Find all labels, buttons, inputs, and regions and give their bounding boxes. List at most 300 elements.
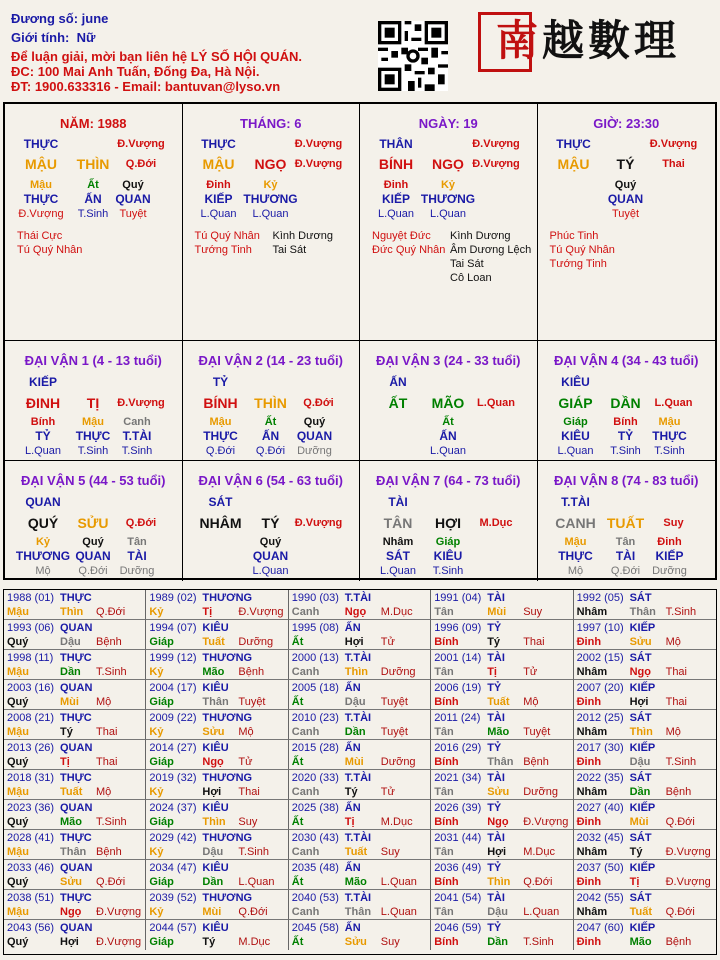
annual-year: 2001 (14) [434, 652, 482, 664]
annual-status: Dưỡng [380, 666, 416, 678]
dai-van-branch: DẦN [610, 395, 641, 411]
annual-branch: Tị [487, 666, 497, 678]
dai-van-title: ĐẠI VẬN 8 (74 - 83 tuổi) [554, 473, 699, 488]
annual-year: 1995 (08) [291, 622, 339, 634]
address-line: ĐC: 100 Mai Anh Tuấn, Đống Đa, Hà Nội. [11, 64, 260, 79]
annual-stem: Giáp [149, 876, 174, 888]
annual-stem: Bính [434, 876, 459, 888]
annual-stem: Tân [434, 786, 454, 798]
hidden-stem: Kỷ [263, 179, 278, 191]
annual-branch: Tý [629, 846, 643, 858]
annual-branch: Sửu [344, 936, 367, 948]
hidden-stem: Quý [614, 179, 637, 191]
annual-branch: Ngọ [344, 606, 367, 618]
annual-cell [431, 920, 573, 950]
annual-cell [289, 650, 431, 680]
hidden-stem: Mậu [564, 536, 587, 548]
annual-god: QUAN [60, 622, 93, 634]
dai-van-god: KIẾP [28, 375, 58, 389]
annual-branch: Thân [60, 846, 87, 858]
annual-cell [4, 830, 146, 860]
annual-status: T.Sinh [665, 606, 697, 618]
annual-branch: Tị [629, 876, 640, 888]
annual-year: 2018 (31) [7, 772, 55, 784]
annual-branch: Mùi [487, 606, 507, 618]
annual-stem: Giáp [149, 756, 174, 768]
annual-branch: Mão [60, 816, 82, 828]
annual-status: Q.Đới [96, 876, 126, 888]
annual-stem: Canh [291, 786, 320, 798]
annual-year: 1998 (11) [7, 652, 54, 664]
annual-year: 2034 (47) [149, 862, 197, 874]
hidden-god: ẤN [439, 429, 457, 443]
annual-stem: Mậu [7, 606, 29, 618]
annual-stem: Nhâm [576, 906, 608, 918]
hidden-status: L.Quan [377, 208, 415, 220]
pillar-branch: TÝ [616, 156, 635, 172]
annual-god: QUAN [60, 802, 93, 814]
qr-code-icon [378, 21, 448, 91]
annual-god: THỰC [60, 652, 92, 664]
hidden-stem: Đinh [383, 179, 409, 191]
annual-cell [431, 650, 573, 680]
hidden-god: TỶ [35, 429, 51, 443]
annual-status: M.Dục [523, 846, 555, 858]
hidden-god: TÀI [127, 549, 147, 563]
hidden-god: THỰC [558, 549, 593, 563]
annual-god: T.TÀI [344, 592, 372, 604]
brand-char-2: 越 [542, 16, 589, 65]
dai-van-branch: MÃO [431, 395, 465, 411]
gender-label: Giới tính: [11, 30, 70, 45]
hidden-god: KIÊU [561, 429, 590, 443]
hidden-status: L.Quan [379, 565, 417, 577]
star-right: Kình Dương [272, 230, 333, 242]
annual-year: 2009 (22) [149, 712, 197, 724]
annual-branch: Thân [202, 696, 229, 708]
dai-van-branch: TUẤT [606, 515, 645, 531]
annual-cell [146, 650, 288, 680]
pillar-top-god: THỰC [23, 137, 59, 151]
annual-cell [289, 710, 431, 740]
annual-year: 2046 (59) [434, 922, 482, 934]
annual-status: Đ.Vượng [523, 816, 569, 828]
annual-god: THỰC [60, 592, 92, 604]
annual-status: Thai [96, 726, 118, 738]
annual-status: Tuyệt [380, 726, 408, 738]
annual-status: T.Sinh [96, 816, 127, 828]
hidden-status: Q.Đới [205, 445, 236, 457]
annual-god: ẤN [344, 922, 361, 934]
annual-stem: Ất [291, 696, 304, 708]
annual-god: ẤN [344, 622, 361, 634]
annual-stem: Nhâm [576, 606, 608, 618]
annual-god: THƯƠNG [202, 892, 253, 904]
annual-cell [146, 830, 288, 860]
annual-year: 2038 (51) [7, 892, 55, 904]
hidden-status: T.Sinh [77, 208, 109, 220]
annual-status: Q.Đới [96, 606, 126, 618]
annual-stem: Canh [291, 606, 320, 618]
annual-status: Bệnh [665, 786, 692, 798]
hidden-status: Q.Đới [78, 565, 108, 577]
hidden-god: QUAN [296, 429, 333, 443]
annual-status: Dưỡng [380, 756, 416, 768]
annual-status: M.Dục [238, 936, 271, 948]
annual-god: TỶ [487, 622, 502, 634]
annual-branch: Dần [344, 726, 366, 738]
annual-year: 2006 (19) [434, 682, 482, 694]
annual-year: 1999 (12) [149, 652, 197, 664]
hidden-status: Q.Đới [610, 565, 641, 577]
hidden-stem: Giáp [435, 536, 461, 548]
annual-god: TÀI [487, 832, 505, 844]
annual-stem: Bính [434, 816, 459, 828]
dai-van-branch: THÌN [254, 395, 287, 411]
annual-year: 2040 (53) [291, 892, 339, 904]
dai-van-title: ĐẠI VẬN 6 (54 - 63 tuổi) [198, 473, 343, 488]
annual-branch: Hợi [629, 696, 649, 708]
annual-year: 2014 (27) [149, 742, 197, 754]
pillar-title: NĂM: 1988 [60, 116, 127, 131]
annual-god: ẤN [344, 802, 361, 814]
annual-status: T.Sinh [665, 756, 697, 768]
dai-van-branch: SỬU [77, 515, 109, 531]
annual-cell [4, 620, 146, 650]
annual-cell [4, 650, 146, 680]
annual-status: Thai [665, 666, 687, 678]
annual-stem: Quý [7, 936, 29, 948]
annual-year: 2027 (40) [576, 802, 624, 814]
annual-branch: Thìn [629, 726, 653, 738]
dai-van-status: Suy [663, 517, 684, 529]
annual-stem: Canh [291, 666, 320, 678]
hidden-stem: Quý [259, 536, 282, 548]
hidden-god: TÀI [615, 549, 636, 563]
annual-year: 2028 (41) [7, 832, 55, 844]
star-left: Thái Cực [17, 230, 63, 242]
hidden-stem: Mậu [30, 179, 52, 191]
dai-van-stem: ĐINH [25, 395, 61, 411]
annual-cell [146, 890, 288, 920]
annual-year: 2000 (13) [291, 652, 339, 664]
annual-branch: Dậu [629, 756, 651, 768]
hidden-status: L.Quan [429, 445, 467, 457]
annual-god: SÁT [629, 892, 652, 904]
annual-year: 2041 (54) [434, 892, 482, 904]
annual-year: 2024 (37) [149, 802, 197, 814]
annual-year: 1990 (03) [291, 592, 339, 604]
annual-year: 1988 (01) [7, 592, 55, 604]
hidden-stem: Bính [613, 416, 638, 428]
star-right: Tai Sát [450, 258, 484, 270]
star-right: Tai Sát [272, 244, 307, 256]
dai-van-stem: ẤT [388, 395, 408, 411]
annual-status: Bệnh [96, 636, 122, 648]
hidden-status: Dưỡng [297, 445, 332, 457]
annual-branch: Tị [202, 606, 213, 618]
hidden-status: L.Quan [200, 208, 237, 220]
annual-god: TÀI [487, 772, 505, 784]
annual-branch: Ngọ [487, 816, 509, 828]
annual-status: Q.Đới [665, 816, 695, 828]
annual-branch: Thìn [60, 606, 84, 618]
annual-status: T.Sinh [523, 936, 554, 948]
annual-year: 2044 (57) [149, 922, 197, 934]
hidden-stem: Ất [87, 179, 99, 191]
annual-branch: Mùi [344, 756, 364, 768]
annual-cell [574, 860, 716, 890]
annual-stem: Kỷ [149, 906, 164, 918]
pillar-top-status: Đ.Vượng [117, 138, 165, 150]
annual-god: QUAN [60, 682, 93, 694]
annual-year: 1994 (07) [149, 622, 197, 634]
star-left: Phúc Tinh [549, 230, 599, 242]
hidden-status: Mộ [35, 565, 51, 577]
annual-branch: Tuất [344, 846, 368, 858]
annual-status: Đ.Vượng [96, 906, 142, 918]
annual-branch: Tị [344, 816, 355, 828]
annual-cell [574, 890, 716, 920]
annual-branch: Tị [60, 756, 70, 768]
annual-cell [146, 740, 288, 770]
annual-status: Q.Đới [523, 876, 553, 888]
annual-stem: Mậu [7, 906, 29, 918]
annual-god: THƯƠNG [202, 592, 253, 604]
hidden-stem: Mậu [209, 416, 232, 428]
annual-status: Mộ [665, 636, 681, 648]
annual-year: 2023 (36) [7, 802, 55, 814]
hidden-stem: Đinh [657, 536, 682, 548]
pillar-cell [360, 104, 538, 341]
annual-cell [574, 590, 716, 620]
annual-god: TỶ [487, 682, 502, 694]
annual-stem: Mậu [7, 846, 29, 858]
hidden-stem: Đinh [206, 179, 231, 191]
annual-stem: Nhâm [576, 666, 608, 678]
pillar-branch: NGỌ [254, 156, 287, 172]
annual-status: Suy [380, 846, 400, 858]
brand-title [496, 8, 680, 68]
annual-status: Tuyệt [238, 696, 266, 708]
annual-god: T.TÀI [344, 832, 372, 844]
annual-status: Mộ [96, 786, 112, 798]
annual-god: T.TÀI [344, 712, 372, 724]
star-right: Âm Dương Lệch [450, 244, 532, 256]
annual-god: TÀI [487, 892, 505, 904]
annual-stem: Bính [434, 696, 459, 708]
annual-god: KIẾP [629, 862, 656, 874]
star-right: Kình Dương [450, 230, 511, 242]
annual-branch: Dậu [344, 696, 366, 708]
hidden-stem: Nhâm [382, 536, 414, 548]
phone-email-line: ĐT: 1900.633316 - Email: bantuvan@lyso.vn [11, 79, 281, 94]
annual-status: Bệnh [238, 666, 265, 678]
annual-god: T.TÀI [344, 652, 372, 664]
dai-van-title: ĐẠI VẬN 1 (4 - 13 tuổi) [24, 353, 162, 368]
annual-branch: Sửu [60, 876, 83, 888]
hidden-status: L.Quan [557, 445, 594, 457]
annual-year: 1996 (09) [434, 622, 482, 634]
annual-year: 2010 (23) [291, 712, 339, 724]
annual-year: 2016 (29) [434, 742, 482, 754]
annual-year: 2011 (24) [434, 712, 481, 724]
annual-branch: Tý [202, 936, 216, 948]
annual-stem: Nhâm [576, 786, 608, 798]
annual-god: TỶ [487, 802, 502, 814]
dai-van-title: ĐẠI VẬN 4 (34 - 43 tuổi) [554, 353, 699, 368]
annual-cell [289, 920, 431, 950]
annual-cell [431, 740, 573, 770]
annual-branch: Sửu [629, 636, 652, 648]
pillar-stem: MẬU [25, 156, 57, 172]
annual-god: KIẾP [629, 742, 656, 754]
annual-year: 2036 (49) [434, 862, 482, 874]
annual-cell [431, 680, 573, 710]
annual-cell [4, 860, 146, 890]
annual-stem: Kỷ [149, 846, 164, 858]
annual-stem: Mậu [7, 666, 29, 678]
hidden-stem: Canh [123, 416, 151, 428]
annual-stem: Quý [7, 816, 29, 828]
hidden-stem: Bính [30, 416, 56, 428]
annual-god: ẤN [344, 742, 361, 754]
annual-stem: Bính [434, 936, 459, 948]
hidden-status: Đ.Vượng [18, 208, 64, 220]
annual-status: Thai [96, 756, 118, 768]
annual-status: Thai [523, 636, 545, 648]
hidden-stem: Giáp [563, 416, 588, 428]
annual-stem: Canh [291, 846, 320, 858]
annual-god: KIẾP [629, 922, 656, 934]
dai-van-cell [5, 341, 183, 461]
pillar-title: NGÀY: 19 [418, 116, 478, 131]
dai-van-title: ĐẠI VẬN 3 (24 - 33 tuổi) [376, 353, 521, 368]
star-left: Tú Quý Nhân [17, 244, 83, 256]
annual-cell [431, 590, 573, 620]
dai-van-title: ĐẠI VẬN 2 (14 - 23 tuổi) [198, 353, 343, 368]
gender [11, 30, 95, 45]
annual-branch: Mùi [60, 696, 79, 708]
pillar-top-god: THỰC [201, 137, 236, 151]
annual-stem: Nhâm [576, 846, 608, 858]
dai-van-cell [538, 461, 716, 581]
hidden-stem: Ất [264, 416, 277, 428]
annual-cell [574, 620, 716, 650]
annual-cell [289, 860, 431, 890]
hidden-god: SÁT [386, 549, 410, 563]
pillar-branch: NGỌ [432, 156, 464, 172]
annual-branch: Dậu [60, 636, 81, 648]
annual-branch: Mão [487, 726, 510, 738]
annual-cell [574, 800, 716, 830]
hidden-status: Tuyệt [611, 208, 640, 220]
annual-year: 1992 (05) [576, 592, 624, 604]
annual-status: Đ.Vượng [665, 876, 711, 888]
annual-status: Tuyệt [523, 726, 551, 738]
annual-branch: Thìn [344, 666, 369, 678]
annual-god: KIÊU [202, 682, 229, 694]
annual-stem: Tân [434, 606, 454, 618]
annual-luck-table [3, 589, 717, 955]
annual-stem: Quý [7, 636, 29, 648]
dai-van-cell [183, 341, 361, 461]
pillar-cell [5, 104, 183, 341]
annual-year: 2012 (25) [576, 712, 624, 724]
pillar-branch-status: Q.Đới [125, 158, 157, 170]
annual-stem: Ất [291, 876, 304, 888]
annual-stem: Canh [291, 906, 320, 918]
annual-status: Suy [238, 816, 258, 828]
pillar-stem: MẬU [557, 156, 590, 172]
annual-stem: Kỷ [149, 726, 164, 738]
hidden-status: T.Sinh [432, 565, 464, 577]
hidden-status: T.Sinh [77, 445, 109, 457]
hidden-status: L.Quan [24, 445, 62, 457]
dai-van-stem: NHÂM [199, 515, 242, 531]
annual-branch: Tuất [487, 696, 510, 708]
dai-van-status: M.Dục [479, 517, 513, 529]
annual-branch: Ngọ [629, 666, 651, 678]
annual-year: 2039 (52) [149, 892, 197, 904]
dai-van-status: Q.Đới [303, 397, 334, 409]
annual-cell [4, 710, 146, 740]
dai-van-status: L.Quan [654, 397, 693, 409]
annual-status: Mộ [238, 726, 254, 738]
annual-god: THƯƠNG [202, 652, 253, 664]
annual-cell [574, 680, 716, 710]
hidden-status: L.Quan [429, 208, 467, 220]
annual-year: 2013 (26) [7, 742, 55, 754]
dai-van-cell [5, 461, 183, 581]
annual-stem: Tân [434, 906, 454, 918]
annual-status: L.Quan [523, 906, 560, 918]
annual-branch: Hợi [202, 786, 222, 798]
annual-cell [574, 710, 716, 740]
annual-status: Dưỡng [238, 636, 274, 648]
annual-cell [146, 620, 288, 650]
dai-van-cell [183, 461, 361, 581]
star-left: Đức Quý Nhân [372, 244, 446, 256]
pillar-stem: MẬU [202, 156, 235, 172]
dai-van-branch: TÝ [261, 515, 280, 531]
hidden-status: Dưỡng [652, 565, 687, 577]
hidden-god: QUAN [115, 192, 151, 206]
annual-year: 2002 (15) [576, 652, 624, 664]
dai-van-stem: QUÝ [27, 515, 59, 531]
annual-god: TỶ [487, 862, 502, 874]
annual-branch: Tuất [629, 906, 652, 918]
hidden-god: ẤN [261, 429, 280, 443]
pillar-branch-status: Đ.Vượng [472, 158, 520, 170]
annual-god: QUAN [60, 922, 93, 934]
annual-branch: Tý [344, 786, 358, 798]
hidden-god: THỰC [203, 429, 238, 443]
annual-cell [146, 920, 288, 950]
annual-branch: Mão [202, 666, 225, 678]
owner-name: Đương số: june [11, 11, 109, 26]
annual-status: T.Sinh [238, 846, 269, 858]
annual-branch: Sửu [202, 726, 225, 738]
annual-branch: Dậu [202, 846, 224, 858]
annual-year: 2029 (42) [149, 832, 197, 844]
pillar-top-god: THỰC [556, 137, 591, 151]
annual-branch: Thân [487, 756, 514, 768]
annual-cell [4, 740, 146, 770]
annual-god: KIÊU [202, 622, 229, 634]
annual-cell [431, 830, 573, 860]
hidden-god: THỰC [75, 429, 111, 443]
